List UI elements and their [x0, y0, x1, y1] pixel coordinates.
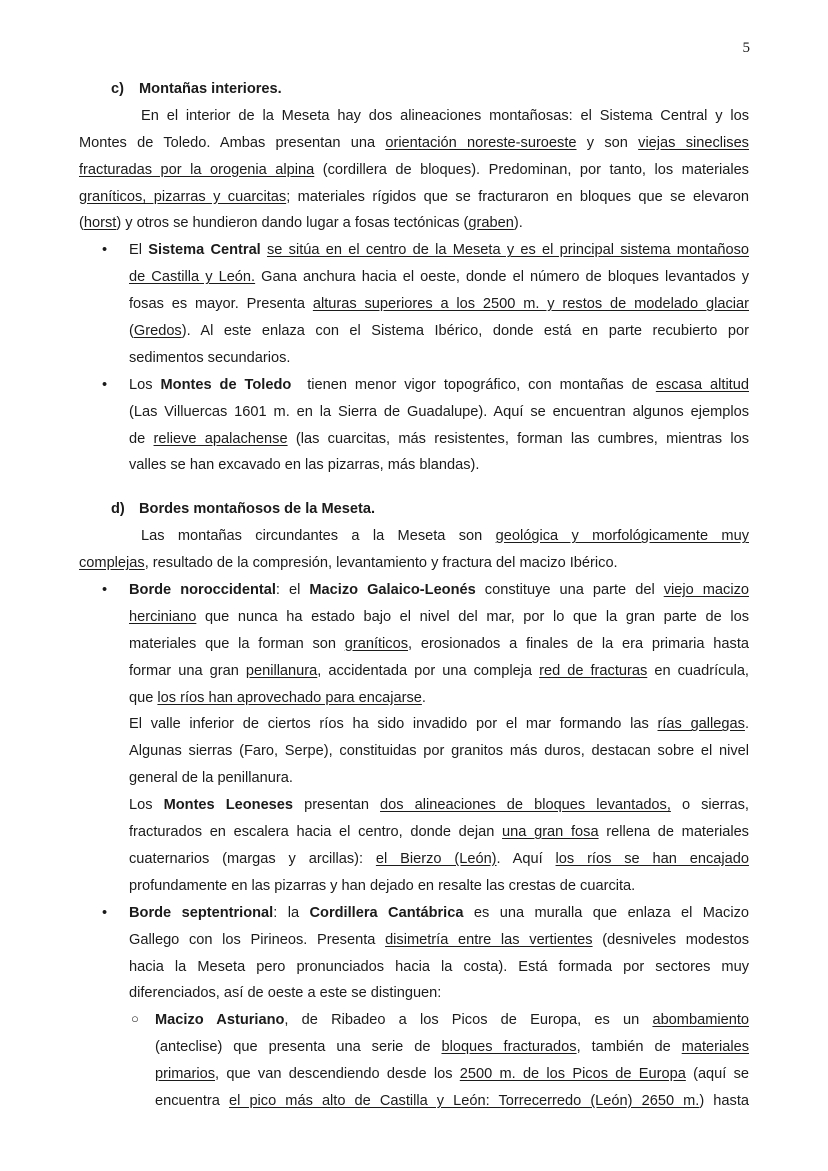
section-d-title: Bordes montañosos de la Meseta.	[139, 501, 375, 518]
text-line: • El Sistema Central se sitúa en el centro de la Meseta y es el principal sistema montañoso	[79, 237, 749, 264]
text-line: • Los Montes de Toledo tienen menor vigor topográfico, con montañas de escasa altitud	[79, 372, 749, 399]
text-line: Las montañas circundantes a la Meseta son geológica y morfológicamente muy	[141, 528, 749, 545]
text-line: fracturadas por la orogenia alpina (cordillera de bloques). Predominan, por tanto, los materiales	[79, 161, 749, 178]
text-line: (Las Villuercas 1601 m. en la Sierra de Guadalupe). Aquí se encuentran algunos ejemplos	[129, 403, 749, 420]
text-line: ○ Macizo Asturiano, de Ribadeo a los Picos de Europa, es un abombamiento	[79, 1007, 749, 1034]
text-line: materiales que la forman son graníticos, erosionados a finales de la era primaria hasta	[129, 635, 749, 652]
text-line: Montes de Toledo. Ambas presentan una orientación noreste-suroeste y son viejas sineclises	[79, 134, 749, 151]
subbullet-macizo-asturiano	[79, 1007, 749, 1115]
text-line: sedimentos secundarios.	[129, 349, 291, 366]
text-line: fosas es mayor. Presenta alturas superiores a los 2500 m. y restos de modelado glaciar	[129, 296, 749, 313]
text-line: de relieve apalachense (las cuarcitas, más resistentes, forman las cumbres, mientras los	[129, 430, 750, 447]
section-d-label: d)	[111, 501, 125, 518]
text-line: Algunas sierras (Faro, Serpe), constituidas por granitos más duros, destacan sobre el nivel	[129, 743, 749, 760]
text-line: primarios, que van descendiendo desde los 2500 m. de los Picos de Europa (aquí se	[155, 1066, 750, 1083]
text-line: Gallego con los Pirineos. Presenta disimetría entre las vertientes (desniveles modestos	[129, 931, 749, 948]
text-line: de Castilla y León. Gana anchura hacia el oeste, donde el número de bloques levantados y	[129, 269, 749, 286]
section-c-title: Montañas interiores.	[139, 81, 282, 97]
bullet-borde-septentrional	[79, 900, 749, 1008]
section-c-label: c)	[111, 81, 124, 97]
page-content	[79, 76, 749, 1115]
text-line: fracturados en escalera hacia el centro, donde dejan una gran fosa rellena de materiales	[129, 824, 749, 841]
text-line: Los Montes Leoneses presentan dos alineaciones de bloques levantados, o sierras,	[129, 797, 749, 814]
text-line: diferenciados, así de oeste a este se distinguen:	[129, 985, 442, 1002]
text-line: formar una gran penillanura, accidentada por una compleja red de fracturas en cuadrícula,	[129, 662, 749, 679]
text-line: que los ríos han aprovechado para encajarse.	[129, 689, 426, 706]
bullet-sistema-central	[79, 237, 749, 371]
page-number: 5	[742, 40, 750, 56]
circle-bullet-icon: ○	[131, 1011, 139, 1027]
text-line: (Gredos). Al este enlaza con el Sistema Ibérico, donde está en parte recubierto por	[129, 323, 749, 340]
bullet-borde-noroccidental	[79, 577, 749, 900]
text-line: profundamente en las pizarras y han dejado en resalte las crestas de cuarcita.	[129, 877, 636, 894]
text-line: graníticos, pizarras y cuarcitas; materiales rígidos que se fracturaron en bloques que se elevaron	[79, 188, 749, 205]
text-line: cuaternarios (margas y arcillas): el Bierzo (León). Aquí los ríos se han encajado	[129, 850, 749, 867]
bullet-montes-de-toledo	[79, 372, 749, 480]
bullet-icon: •	[102, 582, 108, 599]
section-c-heading	[79, 76, 749, 103]
text-line: herciniano que nunca ha estado bajo el nivel del mar, por lo que la gran parte de los	[129, 608, 749, 625]
text-line: complejas, resultado de la compresión, levantamiento y fractura del macizo Ibérico.	[79, 555, 618, 572]
section-d-heading	[79, 496, 749, 523]
text-line: encuentra el pico más alto de Castilla y León: Torrecerredo (León) 2650 m.) hasta	[155, 1092, 750, 1109]
text-line: valles se han excavado en las pizarras, más blandas).	[129, 457, 480, 474]
section-d-intro	[79, 523, 749, 577]
text-line: El valle inferior de ciertos ríos ha sido invadido por el mar formando las rías gallegas.	[129, 716, 749, 733]
text-line: • Borde noroccidental: el Macizo Galaico-Leonés constituye una parte del viejo macizo	[79, 577, 749, 604]
text-line: hacia la Meseta pero pronunciados hacia la costa). Está formada por sectores muy	[129, 958, 749, 975]
text-line: general de la penillanura.	[129, 770, 293, 787]
section-c-intro	[79, 103, 749, 237]
text-line: (horst) y otros se hundieron dando lugar a fosas tectónicas (graben).	[79, 215, 523, 232]
bullet-icon: •	[102, 904, 108, 921]
text-line: (anteclise) que presenta una serie de bloques fracturados, también de materiales	[155, 1039, 749, 1056]
text-line: • Borde septentrional: la Cordillera Cantábrica es una muralla que enlaza el Macizo	[79, 900, 749, 927]
bullet-icon: •	[102, 242, 108, 259]
text-line: En el interior de la Meseta hay dos alineaciones montañosas: el Sistema Central y los	[141, 107, 749, 124]
bullet-icon: •	[102, 376, 108, 393]
